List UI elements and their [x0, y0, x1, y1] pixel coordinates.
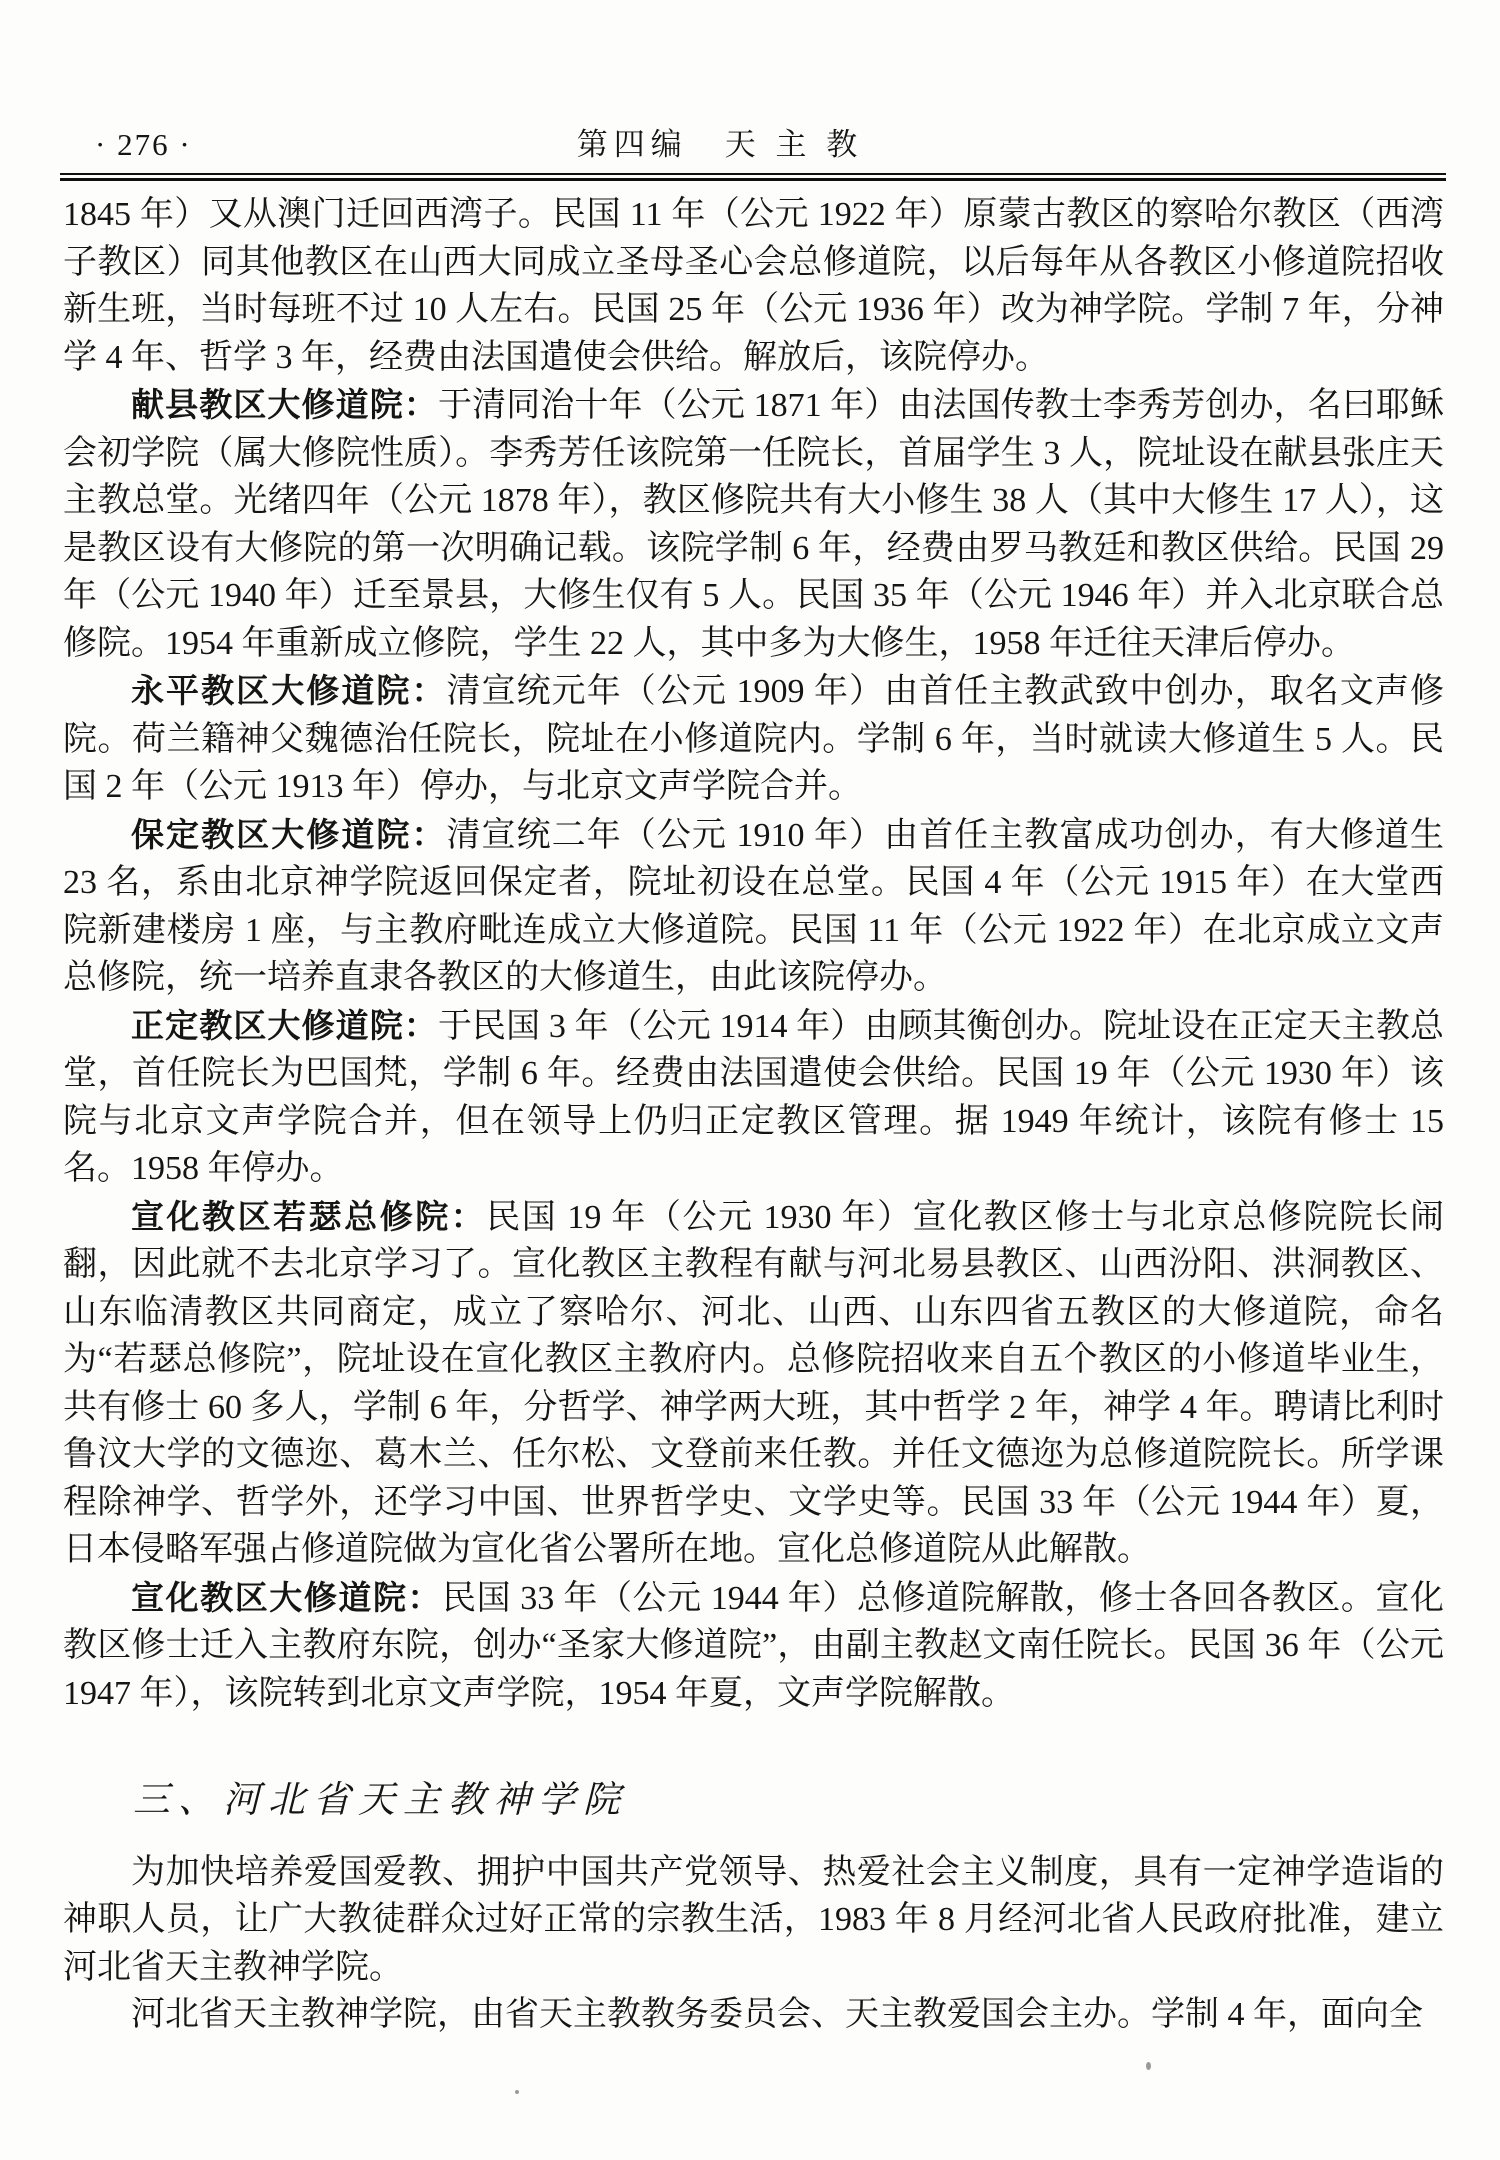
entry-title-zhengding: 正定教区大修道院：	[131, 1006, 438, 1044]
entry-title-xuanhua: 宣化教区大修道院：	[131, 1578, 443, 1616]
entry-title-baoding: 保定教区大修道院：	[131, 815, 447, 853]
page-body	[63, 191, 1444, 2039]
section-paragraph-2: 河北省天主教神学院，由省天主教教务委员会、天主教爱国会主办。学制 4 年，面向全	[131, 1996, 1423, 2033]
entry-title-yongping: 永平教区大修道院：	[131, 672, 447, 709]
page-number: · 276 ·	[95, 127, 192, 162]
section-paragraph-1: 为加快培养爱国爱教、拥护中国共产党领导、热爱社会主义制度，具有一定神学造诣的神职人员，让广大教徒群众过好正常的宗教生活，1983 年 8 月经河北省人民政府批准，建立河北省天主教神学院。	[63, 1853, 1444, 1986]
entry-text-xuanhua: 民国 33 年（公元 1944 年）总修道院解散，修士各回各教区。宣化教区修士迁入主教府东院，创办“圣家大修道院”，由副主教赵文南任院长。民国 36 年（公元 1947 年），该院转到北京文声学院，1954 年夏，文声学院解散。	[63, 1579, 1444, 1712]
scan-speck	[515, 2090, 519, 2094]
entry-yongping-seminary	[63, 667, 1444, 811]
header-rule	[60, 173, 1446, 181]
entry-xianxian-seminary	[63, 381, 1444, 667]
scan-speck	[1146, 2062, 1151, 2070]
entry-text-xuanhua-joseph: 民国 19 年（公元 1930 年）宣化教区修士与北京总修院院长闹翻，因此就不去北京学习了。宣化教区主教程有献与河北易县教区、山西汾阳、洪洞教区、山东临清教区共同商定，成立了察哈尔、河北、山西、山东四省五教区的大修道院，命名为“若瑟总修院”，院址设在宣化教区主教府内。总修院招收来自五个教区的小修道毕业生，共有修士 60 多人，学制 6 年，分哲学、神学两大班，其中哲学 2 年，神学 4 年。聘请比利时鲁汶大学的文德迩、葛木兰、任尔松、文登前来任教。并任文德迩为总修道院院长。所学课程除神学、哲学外，还学习中国、世界哲学史、文学史等。民国 33 年（公元 1944 年）夏，日本侵略军强占修道院做为宣化省公署所在地。宣化总修道院从此解散。	[63, 1198, 1445, 1568]
section-heading: 三、河北省天主教神学院	[133, 1780, 628, 1821]
entry-baoding-seminary	[63, 811, 1444, 1002]
entry-xuanhua-seminary	[63, 1574, 1444, 1718]
entry-text-baoding: 清宣统二年（公元 1910 年）由首任主教富成功创办，有大修道生 23 名，系由北京神学院返回保定者，院址初设在总堂。民国 4 年（公元 1915 年）在大堂西院新建楼房 1 座，与主教府毗连成立大修道院。民国 11 年（公元 1922 年）在北京成立文声总修院，统一培养直隶各教区的大修道生，由此该院停办。	[63, 816, 1444, 996]
entry-text-xianxian: 于清同治十年（公元 1871 年）由法国传教士李秀芳创办，名曰耶稣会初学院（属大修院性质）。李秀芳任该院第一任院长，首届学生 3 人，院址设在献县张庄天主教总堂。光绪四年（公元 1878 年），教区修院共有大小修生 38 人（其中大修生 17 人），这是教区设有大修院的第一次明确记载。该院学制 6 年，经费由罗马教廷和教区供给。民国 29 年（公元 1940 年）迁至景县，大修生仅有 5 人。民国 35 年（公元 1946 年）并入北京联合总修院。1954 年重新成立修院，学生 22 人，其中多为大修生，1958 年迁往天津后停办。	[63, 387, 1445, 662]
entry-xuanhua-joseph-seminary	[63, 1193, 1444, 1574]
entry-text-yongping: 清宣统元年（公元 1909 年）由首任主教武致中创办，取名文声修院。荷兰籍神父魏德治任院长，院址在小修道院内。学制 6 年，当时就读大修道生 5 人。民国 2 年（公元 1913 年）停办，与北京文声学院合并。	[63, 673, 1444, 805]
running-head	[95, 124, 1405, 166]
entry-title-xuanhua-joseph: 宣化教区若瑟总修院：	[131, 1197, 487, 1235]
edition-title: 第四编 天 主 教	[576, 127, 864, 162]
entry-text-zhengding: 于民国 3 年（公元 1914 年）由顾其衡创办。院址设在正定天主教总堂，首任院长为巴国梵，学制 6 年。经费由法国遣使会供给。民国 19 年（公元 1930 年）该院与北京文声学院合并，但在领导上仍归正定教区管理。据 1949 年统计，该院有修士 15 名。1958 年停办。	[63, 1007, 1445, 1187]
entry-title-xianxian: 献县教区大修道院：	[131, 386, 438, 423]
entry-zhengding-seminary	[63, 1002, 1444, 1193]
paragraph-continuation: 1845 年）又从澳门迁回西湾子。民国 11 年（公元 1922 年）原蒙古教区的察哈尔教区（西湾子教区）同其他教区在山西大同成立圣母圣心会总修道院，以后每年从各教区小修道院招收新生班，当时每班不过 10 人左右。民国 25 年（公元 1936 年）改为神学院。学制 7 年，分神学 4 年、哲学 3 年，经费由法国遣使会供给。解放后，该院停办。	[63, 196, 1444, 376]
